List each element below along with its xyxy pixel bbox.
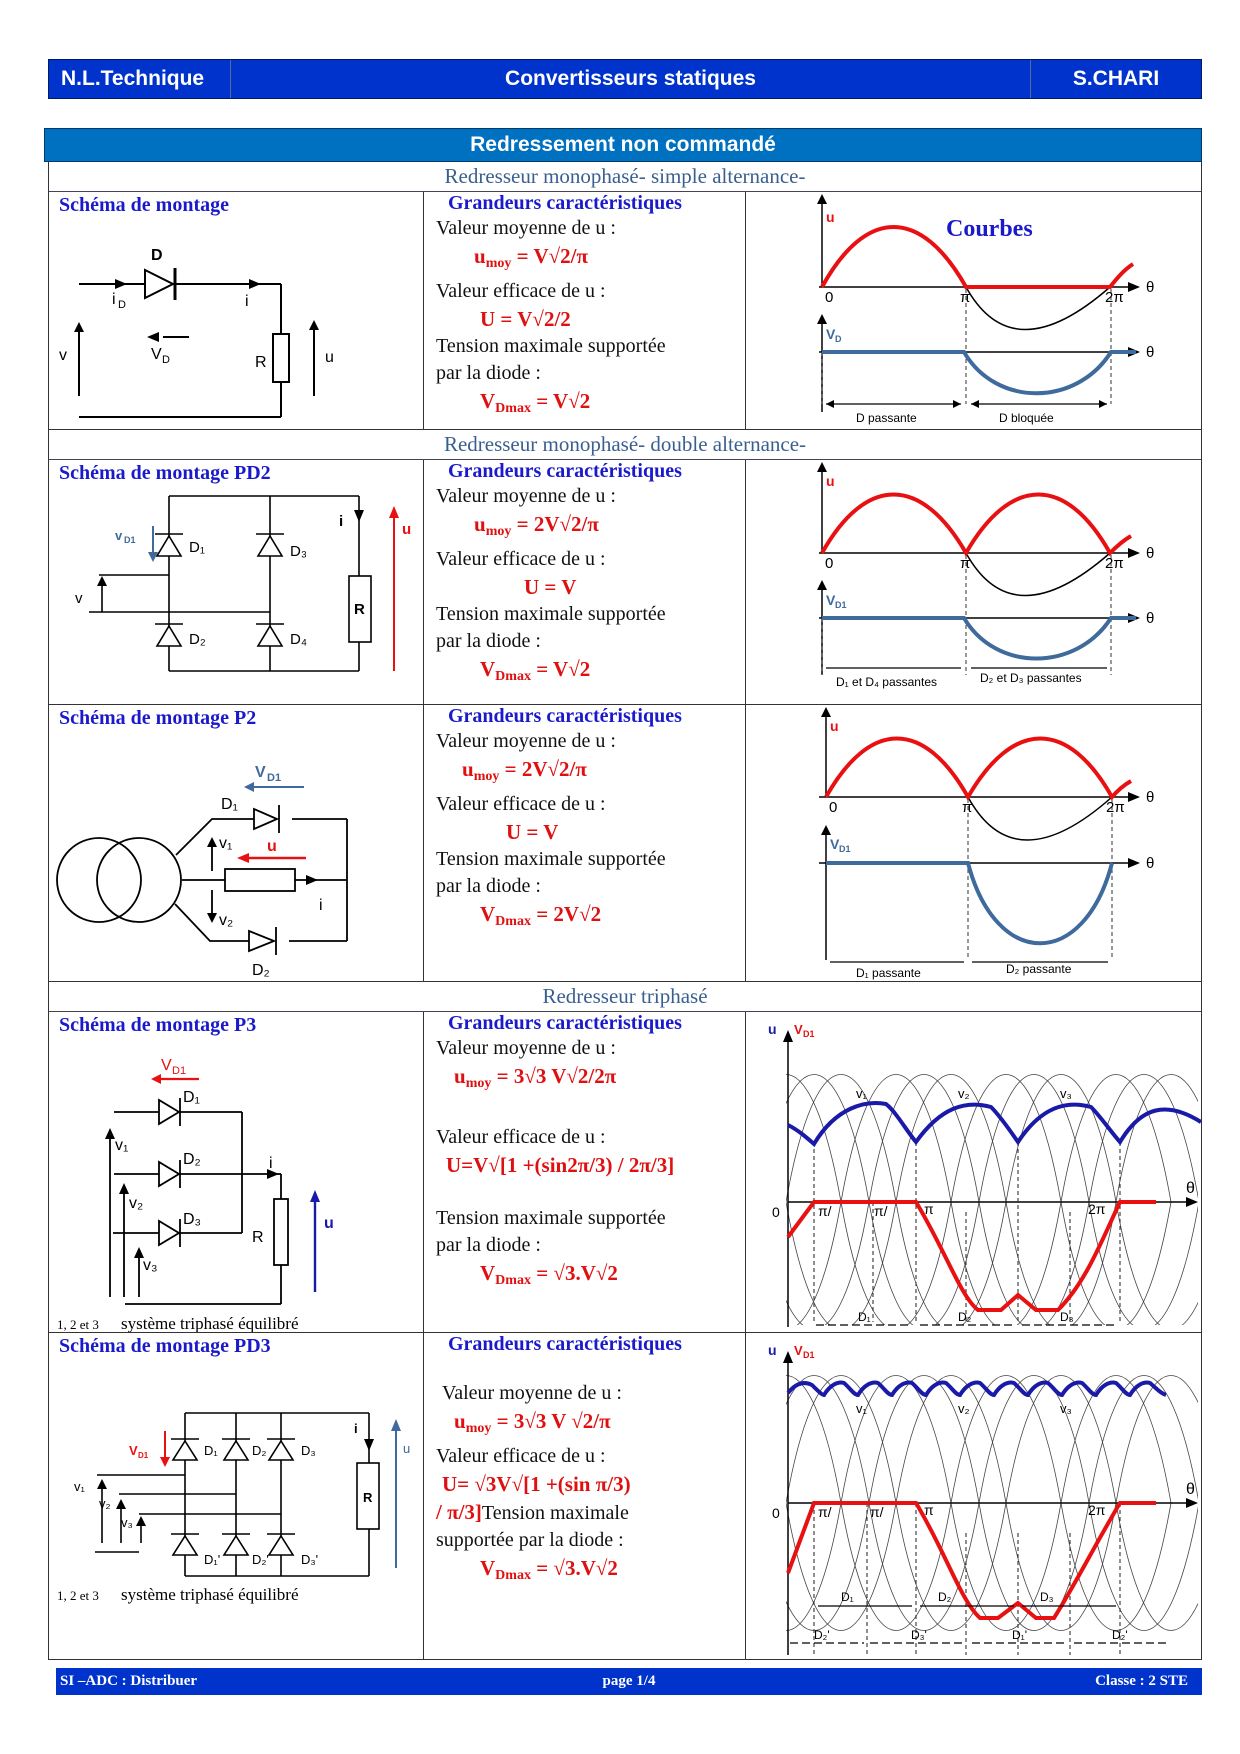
- formula-vdmax: $V_{Dmax} = √3.V√2$: [480, 1556, 618, 1583]
- svg-text:D₁: D₁: [183, 1089, 200, 1106]
- svg-text:π/: π/: [818, 1504, 832, 1520]
- svg-text:v₃: v₃: [143, 1257, 158, 1274]
- svg-text:D₁ passante: D₁ passante: [856, 966, 921, 980]
- svg-text:D₁: D₁: [841, 1590, 854, 1604]
- row-simple-alternance: [49, 192, 1201, 430]
- svg-text:D bloquée: D bloquée: [999, 411, 1054, 425]
- svg-text:v₃: v₃: [1060, 1086, 1072, 1101]
- grandeurs-cell: Grandeurs caractéristiques Valeur moyenne de u : $u_{moy} = 2V√2/\pi$ Valeur efficace de u : U = V Tension maximale supportée par la diode : $V_{Dmax} = V√2$: [424, 460, 746, 704]
- formula-vdmax: $V_{Dmax} = V√2$: [480, 389, 591, 416]
- svg-text:u: u: [768, 1342, 777, 1358]
- svg-text:i: i: [112, 291, 116, 308]
- courbes-cell: [746, 1012, 1201, 1332]
- svg-text:u: u: [267, 838, 277, 855]
- svg-text:D: D: [162, 354, 170, 366]
- svg-text:D₂': D₂': [814, 1628, 830, 1642]
- svg-text:0: 0: [772, 1204, 780, 1220]
- svg-text:1, 2 et 3: 1, 2 et 3: [57, 1317, 99, 1332]
- svg-text:D₃: D₃: [301, 1443, 316, 1458]
- svg-text:θ: θ: [1146, 610, 1155, 627]
- chart-p2: [746, 705, 1203, 982]
- grandeurs-cell: Grandeurs caractéristiques Valeur moyenne de u : $u_{moy} = 3√3$ V√2/2π Valeur efficace de u : U=V√[1 +(sin2π/3) / 2π/3] Tension maximale supportée par la diode : $V_{Dmax} = √3.V√2$: [424, 1012, 746, 1332]
- svg-text:θ: θ: [1146, 344, 1155, 361]
- svg-text:v: v: [75, 590, 83, 607]
- svg-text:D1: D1: [172, 1065, 187, 1077]
- formula-vdmax: $V_{Dmax} = √3.V√2$: [480, 1261, 618, 1288]
- svg-text:i: i: [319, 897, 323, 914]
- formula-vdmax: $V_{Dmax} = V√2$: [480, 657, 591, 684]
- svg-text:D₂ passante: D₂ passante: [1006, 962, 1072, 976]
- formula-ueff: U = V√2/2: [480, 307, 571, 331]
- svg-text:D₂: D₂: [189, 631, 206, 648]
- svg-text:V: V: [826, 326, 836, 342]
- svg-text:v: v: [59, 347, 67, 364]
- svg-text:D₃': D₃': [911, 1628, 927, 1642]
- svg-text:R: R: [354, 601, 365, 618]
- footer-right: Classe : 2 STE: [1095, 1673, 1188, 1689]
- chart-simple-alternance: [746, 192, 1203, 430]
- circuit-pd2-diagram: [49, 486, 424, 701]
- chart-pd3: [746, 1333, 1203, 1660]
- svg-text:D₂: D₂: [183, 1151, 201, 1168]
- svg-text:θ: θ: [1146, 789, 1155, 806]
- chart-pd2: [746, 460, 1203, 705]
- svg-text:π: π: [960, 555, 971, 572]
- section-title: Redressement non commandé: [44, 128, 1202, 162]
- courbes-title: Courbes: [946, 216, 1033, 242]
- svg-text:v₁: v₁: [856, 1086, 867, 1101]
- row-pd2: [49, 460, 1201, 705]
- circuit-simple-diagram: [49, 224, 424, 424]
- svg-text:v₁: v₁: [74, 1479, 85, 1494]
- page-footer: [56, 1668, 1202, 1695]
- formula-umoy: $u_{moy} = 2V√2/\pi$: [474, 512, 599, 539]
- courbes-cell: [746, 705, 1201, 981]
- formula-vdmax: $V_{Dmax} = 2V√2$: [480, 902, 602, 929]
- svg-text:D₃': D₃': [301, 1552, 319, 1567]
- schema-title: Schéma de montage PD3: [59, 1335, 271, 1357]
- svg-text:θ: θ: [1146, 545, 1155, 562]
- row-pd3: [49, 1333, 1201, 1660]
- svg-text:π: π: [924, 1201, 934, 1217]
- svg-text:v₁: v₁: [219, 835, 233, 852]
- header-left: N.L.Technique: [49, 60, 231, 98]
- svg-text:2π: 2π: [1105, 289, 1124, 306]
- schema-title: Schéma de montage P3: [59, 1014, 257, 1036]
- row-p2: [49, 705, 1201, 982]
- svg-text:D passante: D passante: [856, 411, 917, 425]
- svg-text:0: 0: [825, 289, 834, 306]
- svg-text:D₁: D₁: [189, 539, 205, 556]
- svg-text:V: V: [151, 346, 162, 363]
- svg-text:π: π: [962, 799, 973, 816]
- svg-text:D: D: [835, 334, 842, 344]
- svg-text:u: u: [403, 1441, 411, 1456]
- svg-text:V: V: [161, 1057, 172, 1074]
- svg-text:u: u: [830, 718, 839, 734]
- svg-text:π: π: [960, 289, 971, 306]
- formula-ueff: U = V: [524, 575, 577, 599]
- courbes-cell: [746, 192, 1201, 429]
- svg-text:D₃: D₃: [1040, 1590, 1054, 1604]
- svg-text:D₃: D₃: [1060, 1310, 1074, 1324]
- svg-text:u: u: [324, 1215, 334, 1232]
- svg-text:v₂: v₂: [129, 1195, 144, 1212]
- svg-text:D₂': D₂': [252, 1552, 269, 1567]
- svg-text:i: i: [354, 1421, 358, 1436]
- page-header: [48, 59, 1202, 99]
- svg-text:D1: D1: [835, 600, 847, 610]
- svg-text:u: u: [768, 1021, 777, 1037]
- svg-text:R: R: [252, 1229, 264, 1246]
- svg-text:θ: θ: [1146, 855, 1155, 872]
- svg-text:v₁: v₁: [115, 1137, 129, 1154]
- svg-text:π: π: [924, 1502, 934, 1518]
- svg-text:u: u: [402, 521, 412, 538]
- chart-p3: [746, 1012, 1203, 1333]
- schema-cell: [49, 705, 424, 981]
- formula-umoy: $u_{moy} = 3√3$ V √2/π: [454, 1409, 611, 1436]
- formula-ueff: U = V: [506, 820, 559, 844]
- schema-cell: [49, 192, 424, 429]
- svg-text:2π: 2π: [1106, 799, 1125, 816]
- svg-text:u: u: [826, 209, 835, 225]
- svg-text:système triphasé équilibré: système triphasé équilibré: [121, 1585, 299, 1604]
- schema-title: Schéma de montage PD2: [59, 462, 271, 484]
- svg-text:D₁: D₁: [221, 796, 238, 813]
- svg-text:D1: D1: [803, 1350, 815, 1360]
- svg-text:π/: π/: [870, 1504, 884, 1520]
- svg-text:i: i: [339, 513, 344, 530]
- svg-text:D₃: D₃: [290, 543, 307, 560]
- svg-text:D₂: D₂: [252, 1443, 267, 1458]
- circuit-p3-diagram: [49, 1042, 424, 1332]
- formula-ueff: U= √3V√[1 +(sin π/3): [442, 1472, 631, 1496]
- svg-text:D₃: D₃: [183, 1211, 202, 1228]
- svg-text:D₂': D₂': [1112, 1628, 1128, 1642]
- svg-text:D1: D1: [138, 1451, 149, 1460]
- svg-text:v₃: v₃: [1060, 1401, 1072, 1416]
- svg-text:v₃: v₃: [121, 1515, 133, 1530]
- header-author: S.CHARI: [1072, 67, 1160, 90]
- svg-text:D₁: D₁: [204, 1443, 218, 1458]
- schema-title: Schéma de montage P2: [59, 707, 257, 729]
- subsection-mono-simple: Redresseur monophasé- simple alternance-: [49, 162, 1201, 192]
- svg-text:D₂: D₂: [252, 962, 270, 979]
- svg-text:v₂: v₂: [958, 1401, 970, 1416]
- svg-text:R: R: [363, 1490, 373, 1505]
- header-title: Convertisseurs statiques: [231, 60, 1031, 98]
- courbes-cell: [746, 1333, 1201, 1659]
- svg-text:i: i: [269, 1155, 273, 1172]
- svg-text:v₂: v₂: [99, 1496, 111, 1511]
- grandeurs-cell: Grandeurs caractéristiques Valeur moyenne de u : $u_{moy} = V√2/\pi$ Valeur efficace de u : U = V√2/2 Tension maximale supportée par la diode : $V_{Dmax} = V√2$: [424, 192, 746, 429]
- circuit-pd3-diagram: [49, 1363, 424, 1663]
- circuit-p2-diagram: [49, 735, 424, 980]
- schema-title: Schéma de montage: [59, 194, 229, 216]
- svg-text:V: V: [255, 764, 266, 781]
- formula-ueff: U=V√[1 +(sin2π/3) / 2π/3]: [446, 1153, 675, 1177]
- svg-text:i: i: [245, 293, 249, 310]
- svg-text:θ: θ: [1146, 279, 1155, 296]
- svg-text:D1: D1: [267, 772, 282, 784]
- schema-cell: [49, 460, 424, 704]
- grandeurs-cell: Grandeurs caractéristiques Valeur moyenne de u : $u_{moy} = 3√3$ V √2/π Valeur efficace de u : U= √3V√[1 +(sin π/3) / π/3]Tension maximale supportée par la diode : $V_{Dmax} = √3.V√2$: [424, 1333, 746, 1659]
- svg-text:0: 0: [829, 799, 838, 816]
- svg-text:D₁: D₁: [858, 1310, 871, 1324]
- svg-text:2π: 2π: [1105, 555, 1124, 572]
- svg-text:V: V: [830, 836, 840, 852]
- svg-text:D1: D1: [124, 535, 136, 545]
- svg-text:0: 0: [825, 555, 834, 572]
- subsection-triphase: Redresseur triphasé: [49, 982, 1201, 1012]
- svg-text:V: V: [826, 592, 836, 608]
- svg-text:D₄: D₄: [290, 631, 307, 648]
- svg-text:0: 0: [772, 1505, 780, 1521]
- row-p3: [49, 1012, 1201, 1333]
- schema-cell: [49, 1333, 424, 1659]
- svg-text:V: V: [129, 1443, 138, 1458]
- footer-left: SI –ADC : Distribuer: [60, 1673, 198, 1689]
- svg-text:θ: θ: [1186, 1481, 1195, 1498]
- svg-text:π/: π/: [818, 1203, 832, 1219]
- svg-text:D₂: D₂: [958, 1310, 972, 1324]
- svg-text:D1: D1: [839, 844, 851, 854]
- svg-text:1, 2 et 3: 1, 2 et 3: [57, 1588, 99, 1603]
- svg-text:D: D: [118, 299, 126, 311]
- svg-text:V: V: [794, 1343, 803, 1358]
- svg-text:θ: θ: [1186, 1180, 1195, 1197]
- svg-text:D₂ et D₃ passantes: D₂ et D₃ passantes: [980, 671, 1082, 685]
- svg-text:D1: D1: [803, 1029, 815, 1039]
- svg-text:2π: 2π: [1088, 1502, 1106, 1518]
- svg-text:D₁': D₁': [204, 1552, 221, 1567]
- svg-text:u: u: [826, 473, 835, 489]
- svg-text:v: v: [115, 528, 123, 543]
- svg-text:D₂: D₂: [938, 1590, 952, 1604]
- svg-text:D₁': D₁': [1012, 1628, 1028, 1642]
- svg-text:v₂: v₂: [958, 1086, 970, 1101]
- grandeurs-cell: Grandeurs caractéristiques Valeur moyenne de u : $u_{moy} = 2V√2/\pi$ Valeur efficace de u : U = V Tension maximale supportée par la diode : $V_{Dmax} = 2V√2$: [424, 705, 746, 981]
- diode-label: D: [151, 247, 163, 264]
- courbes-cell: [746, 460, 1201, 704]
- formula-umoy: $u_{moy} = V√2/\pi$: [474, 244, 588, 271]
- grandeurs-title: Grandeurs caractéristiques: [448, 192, 682, 214]
- svg-text:v₂: v₂: [219, 912, 234, 929]
- schema-cell: [49, 1012, 424, 1332]
- svg-text:système triphasé équilibré: système triphasé équilibré: [121, 1314, 299, 1332]
- formula-umoy: $u_{moy} = 3√3$ V√2/2π: [454, 1064, 617, 1091]
- svg-text:π/: π/: [874, 1203, 888, 1219]
- svg-text:u: u: [325, 349, 334, 366]
- svg-text:v₁: v₁: [856, 1401, 867, 1416]
- svg-text:R: R: [255, 354, 267, 371]
- content-table: [48, 162, 1202, 1660]
- svg-text:D₁ et D₄ passantes: D₁ et D₄ passantes: [836, 675, 937, 689]
- subsection-mono-double: Redresseur monophasé- double alternance-: [49, 430, 1201, 460]
- footer-page: page 1/4: [602, 1673, 656, 1689]
- formula-umoy: $u_{moy} = 2V√2/\pi$: [462, 757, 587, 784]
- svg-text:2π: 2π: [1088, 1201, 1106, 1217]
- svg-text:V: V: [794, 1022, 803, 1037]
